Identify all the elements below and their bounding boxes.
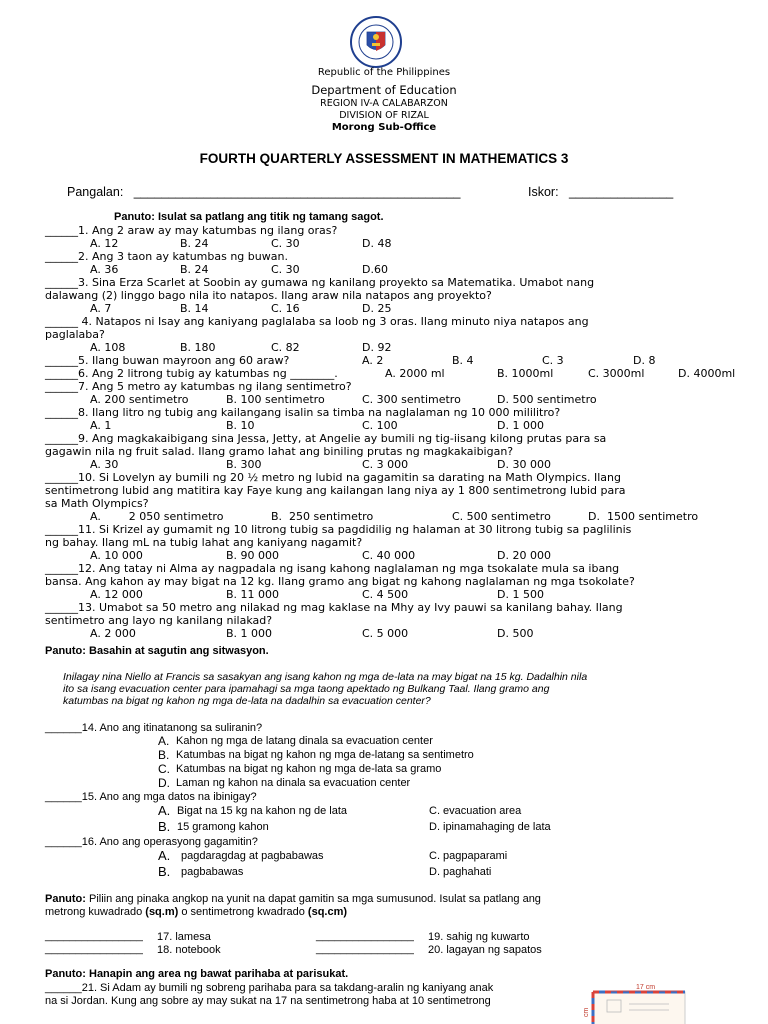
instructions-4: Panuto: Hanapin ang area ng bawat parihaba at parisukat. [45,968,349,980]
question-9: ______9. Ang magkakaibigang sina Jessa, Jetty, at Angelie ay bumili ng tig-iisang kilong prutas para sa [45,432,607,445]
header-department: Department of Education [311,83,457,97]
question-2: ______2. Ang 3 taon ay katumbas ng buwan. [45,250,288,263]
question-1: ______1. Ang 2 araw ay may katumbas ng ilang oras? [45,224,338,237]
question-10: ______10. Si Lovelyn ay bumili ng 20 ½ metro ng lubid na gagamitin sa darating na Math Olympics. Ilang [45,471,621,484]
score-label: Iskor: [528,185,559,199]
item-17: 17. lamesa [157,931,211,943]
question-14: ______14. Ano ang itinatanong sa suliranin? [45,722,263,734]
header-division: DIVISION OF RIZAL [339,110,429,121]
question-6: ______6. Ang 2 litrong tubig ay katumbas ng ________. A. 2000 ml B. 1000ml C. 3000ml D. 4000ml [45,367,736,380]
situation-text: Inilagay nina Niello at Francis sa sasakyan ang isang kahon ng mga de-lata na may bigat na 15 kg. Dadalhin nila ito sa isang evacuation center para ipamahagi sa mga taong apektado ng Bulkang Taal. Ilang gramo ang katumbas na bigat ng kahon ng mga de-lata na dadalhin sa evacuation center? [63,671,588,707]
item-19: 19. sahig ng kuwarto [428,931,530,943]
question-7: ______7. Ang 5 metro ay katumbas ng ilang sentimetro? [45,380,352,393]
question-12-cont: bansa. Ang kahon ay may bigat na 12 kg. Ilang gramo ang bigat ng kahong naglalaman ng mga tsokolate? [45,575,635,588]
question-3: ______3. Sina Erza Scarlet at Soobin ay gumawa ng kanilang proyekto sa Matematika. Umabot nang [45,276,595,289]
options-8: A. 1 B. 10 C. 100 D. 1 000 [90,419,544,432]
question-5: ______5. Ilang buwan mayroon ang 60 araw? A. 2 B. 4 C. 3 D. 8 [45,354,656,367]
instructions-1: Panuto: Isulat sa patlang ang titik ng tamang sagot. [114,211,384,223]
mc-section [45,224,765,640]
blank-19[interactable]: ________________ [316,930,414,942]
options-9: A. 30 B. 300 C. 3 000 D. 30 000 [90,458,551,471]
options-4: A. 108 B. 180 C. 82 D. 92 [90,341,392,354]
options-1: A. 12 B. 24 C. 30 D. 48 [90,237,392,250]
question-16: ______16. Ano ang operasyong gagamitin? [45,836,258,848]
options-13: A. 2 000 B. 1 000 C. 5 000 D. 500 [90,627,534,640]
options-7: A. 200 sentimetro B. 100 sentimetro C. 300 sentimetro D. 500 sentimetro [90,393,597,406]
options-11: A. 10 000 B. 90 000 C. 40 000 D. 20 000 [90,549,551,562]
question-10-cont2: sa Math Olympics? [45,497,149,510]
blank-20[interactable]: ________________ [316,943,414,955]
question-11: ______11. Si Krizel ay gumamit ng 10 litrong tubig sa pagdidilig ng halaman at 30 litrong tubig sa paglilinis [45,523,632,536]
blank-18[interactable]: ________________ [45,943,143,955]
question-13: ______13. Umabot sa 50 metro ang nilakad ng mag kaklase na Mhy ay Ivy pauwi sa kanilang bahay. Ilang [45,601,623,614]
situation-questions: ______14. Ano ang itinatanong sa suliranin? A. Kahon ng mga de latang dinala sa evacuation center B. Katumbas na bigat ng kahon ng mga de-latang sa sentimetro C. Katumbas na bigat ng kahon ng mga de-lata sa gramo D. Laman ng kahon na dinala sa evacuation center ______15. Ano ang mga datos na ibinigay? A. Bigat na 15 kg na kahon ng de lata C. evacuation area B. 15 gramong kahon D. ipinamahaging de lata ______16. Ano ang operasyong gagamitin? A. pagdaragdag at pagbabawas C. pagpaparami B. pagbabawas D. paghahati [45,722,745,881]
question-11-cont: ng bahay. Ilang mL na tubig lahat ang kaniyang nagamit? [45,536,363,549]
options-10: A. 2 050 sentimetro B. 250 sentimetro C. 500 sentimetro D. 1500 sentimetro [90,510,699,523]
blank-17[interactable]: ________________ [45,930,143,942]
header-region: REGION IV-A CALABARZON [320,98,448,109]
question-4: ______ 4. Natapos ni Isay ang kaniyang paglalaba sa loob ng 3 oras. Ilang minuto niya natapos ang [45,315,589,328]
options-2: A. 36 B. 24 C. 30 D.60 [90,263,388,276]
instructions-2: Panuto: Basahin at sagutin ang sitwasyon. [45,645,269,657]
page-title: FOURTH QUARTERLY ASSESSMENT IN MATHEMATICS 3 [199,151,569,166]
item-18: 18. notebook [157,944,221,956]
question-9-cont: gagawin nila ng fruit salad. Ilang gramo lahat ang biniling prutas ng magkakaibigan? [45,445,514,458]
question-10-cont: sentimetrong lubid ang matitira kay Faye kung ang kailangan lang niya ay 1 800 sentimetrong lubid para [45,484,626,497]
name-label: Pangalan: [67,185,124,199]
question-12: ______12. Ang tatay ni Alma ay nagpadala ng isang kahong naglalaman ng mga tsokalate mula sa ibang [45,562,620,575]
question-15: ______15. Ano ang mga datos na ibinigay? [45,791,257,803]
instructions-3: Panuto: Piliin ang pinaka angkop na yunit na dapat gamitin sa mga sumusunod. Isulat sa patlang ang metrong kuwadrado (sq.m) o sentimetrong kwadrado (sq.cm) [45,893,541,918]
name-line[interactable]: _______________________________________________ [133,185,461,199]
question-13-cont: sentimetro ang layo ng kanilang nilakad? [45,614,273,627]
score-line[interactable]: _______________ [568,185,674,199]
deped-seal-logo [346,16,406,68]
unit-items [45,930,745,958]
question-21: ______21. Si Adam ay bumili ng sobreng parihaba para sa takdang-aralin ng kaniyang anak na si Jordan. Kung ang sobre ay may sukat na 17 na sentimetrong haba at 10 sentimetrong [45,982,494,1007]
header-office: Morong Sub-Office [331,122,437,133]
question-3-cont: dalawang (2) linggo bago nila ito natapos. Ilang araw nila natapos ang proyekto? [45,289,492,302]
item-20: 20. lagayan ng sapatos [428,944,542,956]
envelope-height-label: cm [583,1007,591,1018]
question-8: ______8. Ilang litro ng tubig ang kailangang isalin sa timba na naglalaman ng 10 000 mililitro? [45,406,561,419]
options-12: A. 12 000 B. 11 000 C. 4 500 D. 1 500 [90,588,544,601]
envelope-width-label: 17 cm [636,984,656,991]
options-3: A. 7 B. 14 C. 16 D. 25 [90,302,392,315]
header-republic: Republic of the Philippines [317,67,451,78]
question-4-cont: paglalaba? [45,328,105,341]
